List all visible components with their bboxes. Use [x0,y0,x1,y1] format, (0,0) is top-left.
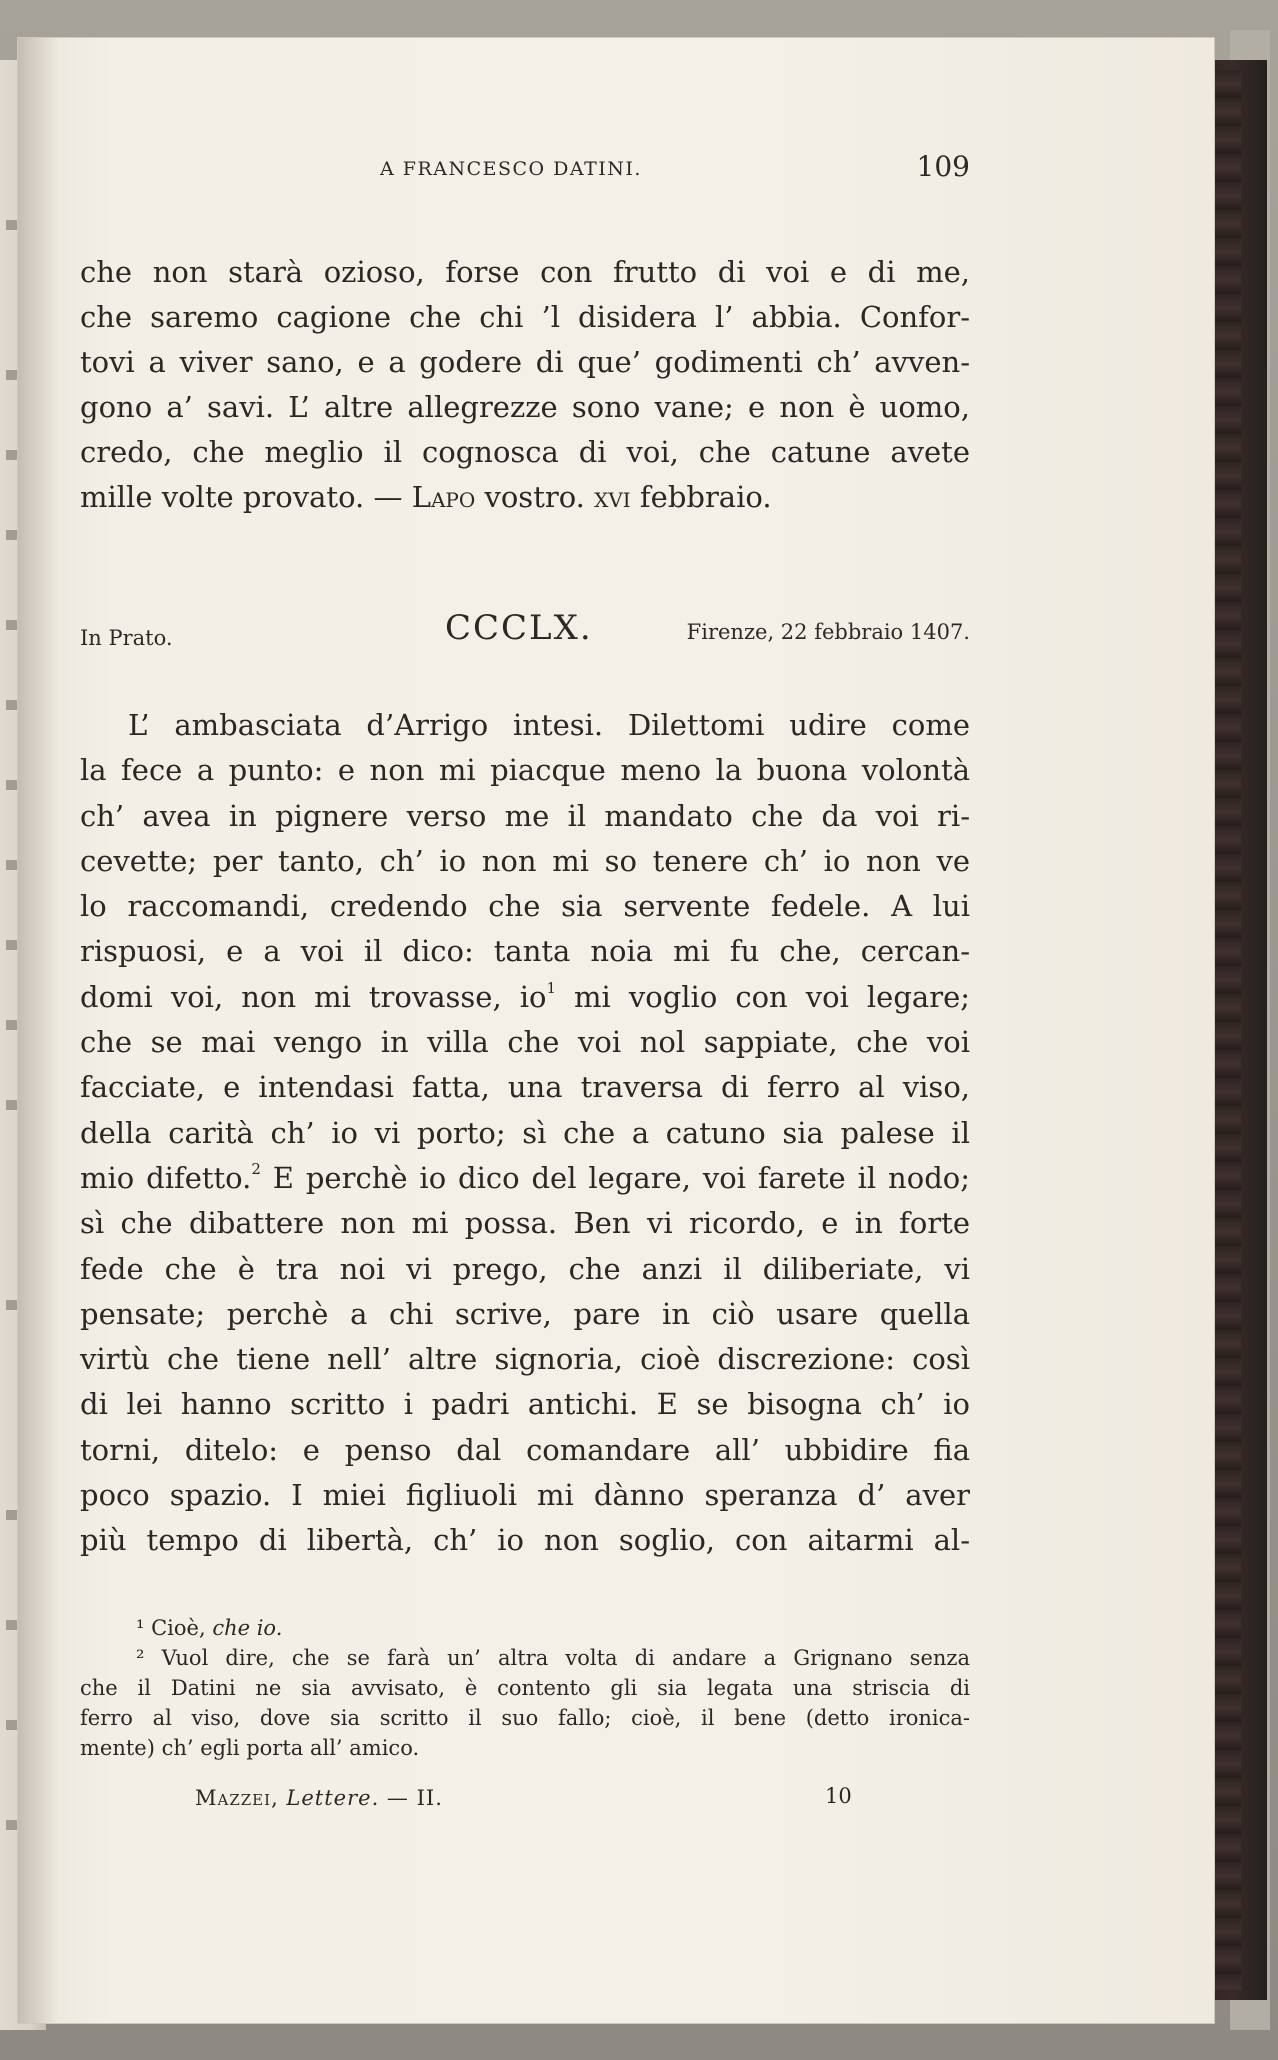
text-line: rispuosi, e a voi il dico: tanta noia mi fu che, cercan- [80,934,970,969]
text-line: di lei hanno scritto i padri antichi. E se bisogna ch’ io [80,1387,970,1422]
letter-body [80,703,970,1564]
footnote-2-line: che il Datini ne sia avvisato, è contento gli sia legata una striscia di [80,1676,970,1700]
book-page [18,38,1214,2023]
text-line: la fece a punto: e non mi piacque meno la buona volontà [80,753,970,788]
text-line: gono a’ savi. L’ altre allegrezze sono vane; e non è uomo, [80,390,970,424]
footer-author: Mazzei [195,1786,272,1810]
footer-separator: , [271,1786,287,1810]
text-line [80,1156,970,1201]
gutter-shadow [18,38,58,2023]
text-line: sì che dibattere non mi possa. Ben vi ricordo, e in forte [80,1206,970,1241]
footnote-ref-1: 1 [546,978,557,997]
footnote-ref-2: 2 [251,1159,261,1178]
text-fragment: E perchè io dico del legare, voi farete il nodo; [260,1160,970,1195]
text-line: che se mai vengo in villa che voi nol sappiate, che voi [80,1025,970,1060]
signature-lapo: Lapo [411,480,476,514]
text-line: pensate; perchè a chi scrive, pare in ciò usare quella [80,1296,970,1331]
footnote-2-line [80,1643,970,1673]
text-fragment: domi voi, non mi trovasse, io [80,979,547,1014]
text-line: fede che è tra noi vi prego, che anzi il diliberiate, vi [80,1251,970,1286]
running-header [80,150,970,190]
footnote-mark: ² [136,1646,145,1670]
page-number: 109 [916,150,970,183]
footnote-italic: che io. [212,1616,283,1640]
footnote-2-line: ferro al viso, dove sia scritto il suo fallo; cioè, il bene (detto ironica- [80,1706,970,1730]
signature-mark: 10 [825,1784,852,1808]
text-line: facciate, e intendasi fatta, una traversa di ferro al viso, [80,1070,970,1105]
footnote-text: Vuol dire, che se farà un’ altra volta di andare a Grignano senza [161,1646,970,1670]
closing-text: mille volte provato. — [80,480,412,514]
closing-line [80,475,970,520]
text-line: torni, ditelo: e penso dal comandare all’ ubbidire fia [80,1432,970,1467]
closing-text: vostro. [475,480,595,514]
footnote-1 [80,1613,970,1643]
letter-number: CCCLX. [445,608,593,648]
text-line: poco spazio. I miei figliuoli mi dànno speranza d’ aver [80,1478,970,1513]
running-title: A FRANCESCO DATINI. [380,158,642,180]
marbled-binding [1215,70,1241,1990]
text-fragment: mi voglio con voi legare; [556,979,970,1014]
text-line: L’ ambasciata d’Arrigo intesi. Dilettomi udire come [128,708,970,742]
footnote-text: Cioè, [151,1616,213,1640]
letter-heading [80,608,970,658]
text-line [80,975,970,1020]
paragraph-continued [80,250,970,520]
closing-date-numeral: xvi [594,480,631,514]
text-line: lo raccomandi, credendo che sia servente fedele. A lui [80,889,970,924]
footer-citation [195,1786,443,1810]
footnote-mark: ¹ [136,1616,145,1640]
footer-work: Lettere. [286,1786,380,1810]
text-fragment: mio difetto. [80,1160,252,1195]
footer-volume: — II. [379,1786,443,1810]
text-line: che saremo cagione che chi ’l disidera l’ abbia. Confor- [80,300,970,334]
text-line: che non starà ozioso, forse con frutto di voi e di me, [80,255,970,289]
text-line: credo, che meglio il cognosca di voi, che catune avete [80,435,970,469]
page-footer [80,1784,970,1814]
closing-date: febbraio. [630,480,772,514]
text-line: della carità ch’ io vi porto; sì che a catuno sia palese il [80,1115,970,1150]
footnotes [80,1613,970,1763]
text-line: più tempo di libertà, ch’ io non soglio, con aitarmi al- [80,1523,970,1558]
text-line: virtù che tiene nell’ altre signoria, cioè discrezione: così [80,1342,970,1377]
text-line: tovi a viver sano, e a godere di que’ godimenti ch’ avven- [80,345,970,379]
letter-place: In Prato. [80,626,173,650]
text-line: ch’ avea in pignere verso me il mandato che da voi ri- [80,798,970,833]
footnote-2-line: mente) ch’ egli porta all’ amico. [80,1736,420,1760]
text-line: cevette; per tanto, ch’ io non mi so tenere ch’ io non ve [80,843,970,878]
letter-date: Firenze, 22 febbraio 1407. [686,620,970,644]
